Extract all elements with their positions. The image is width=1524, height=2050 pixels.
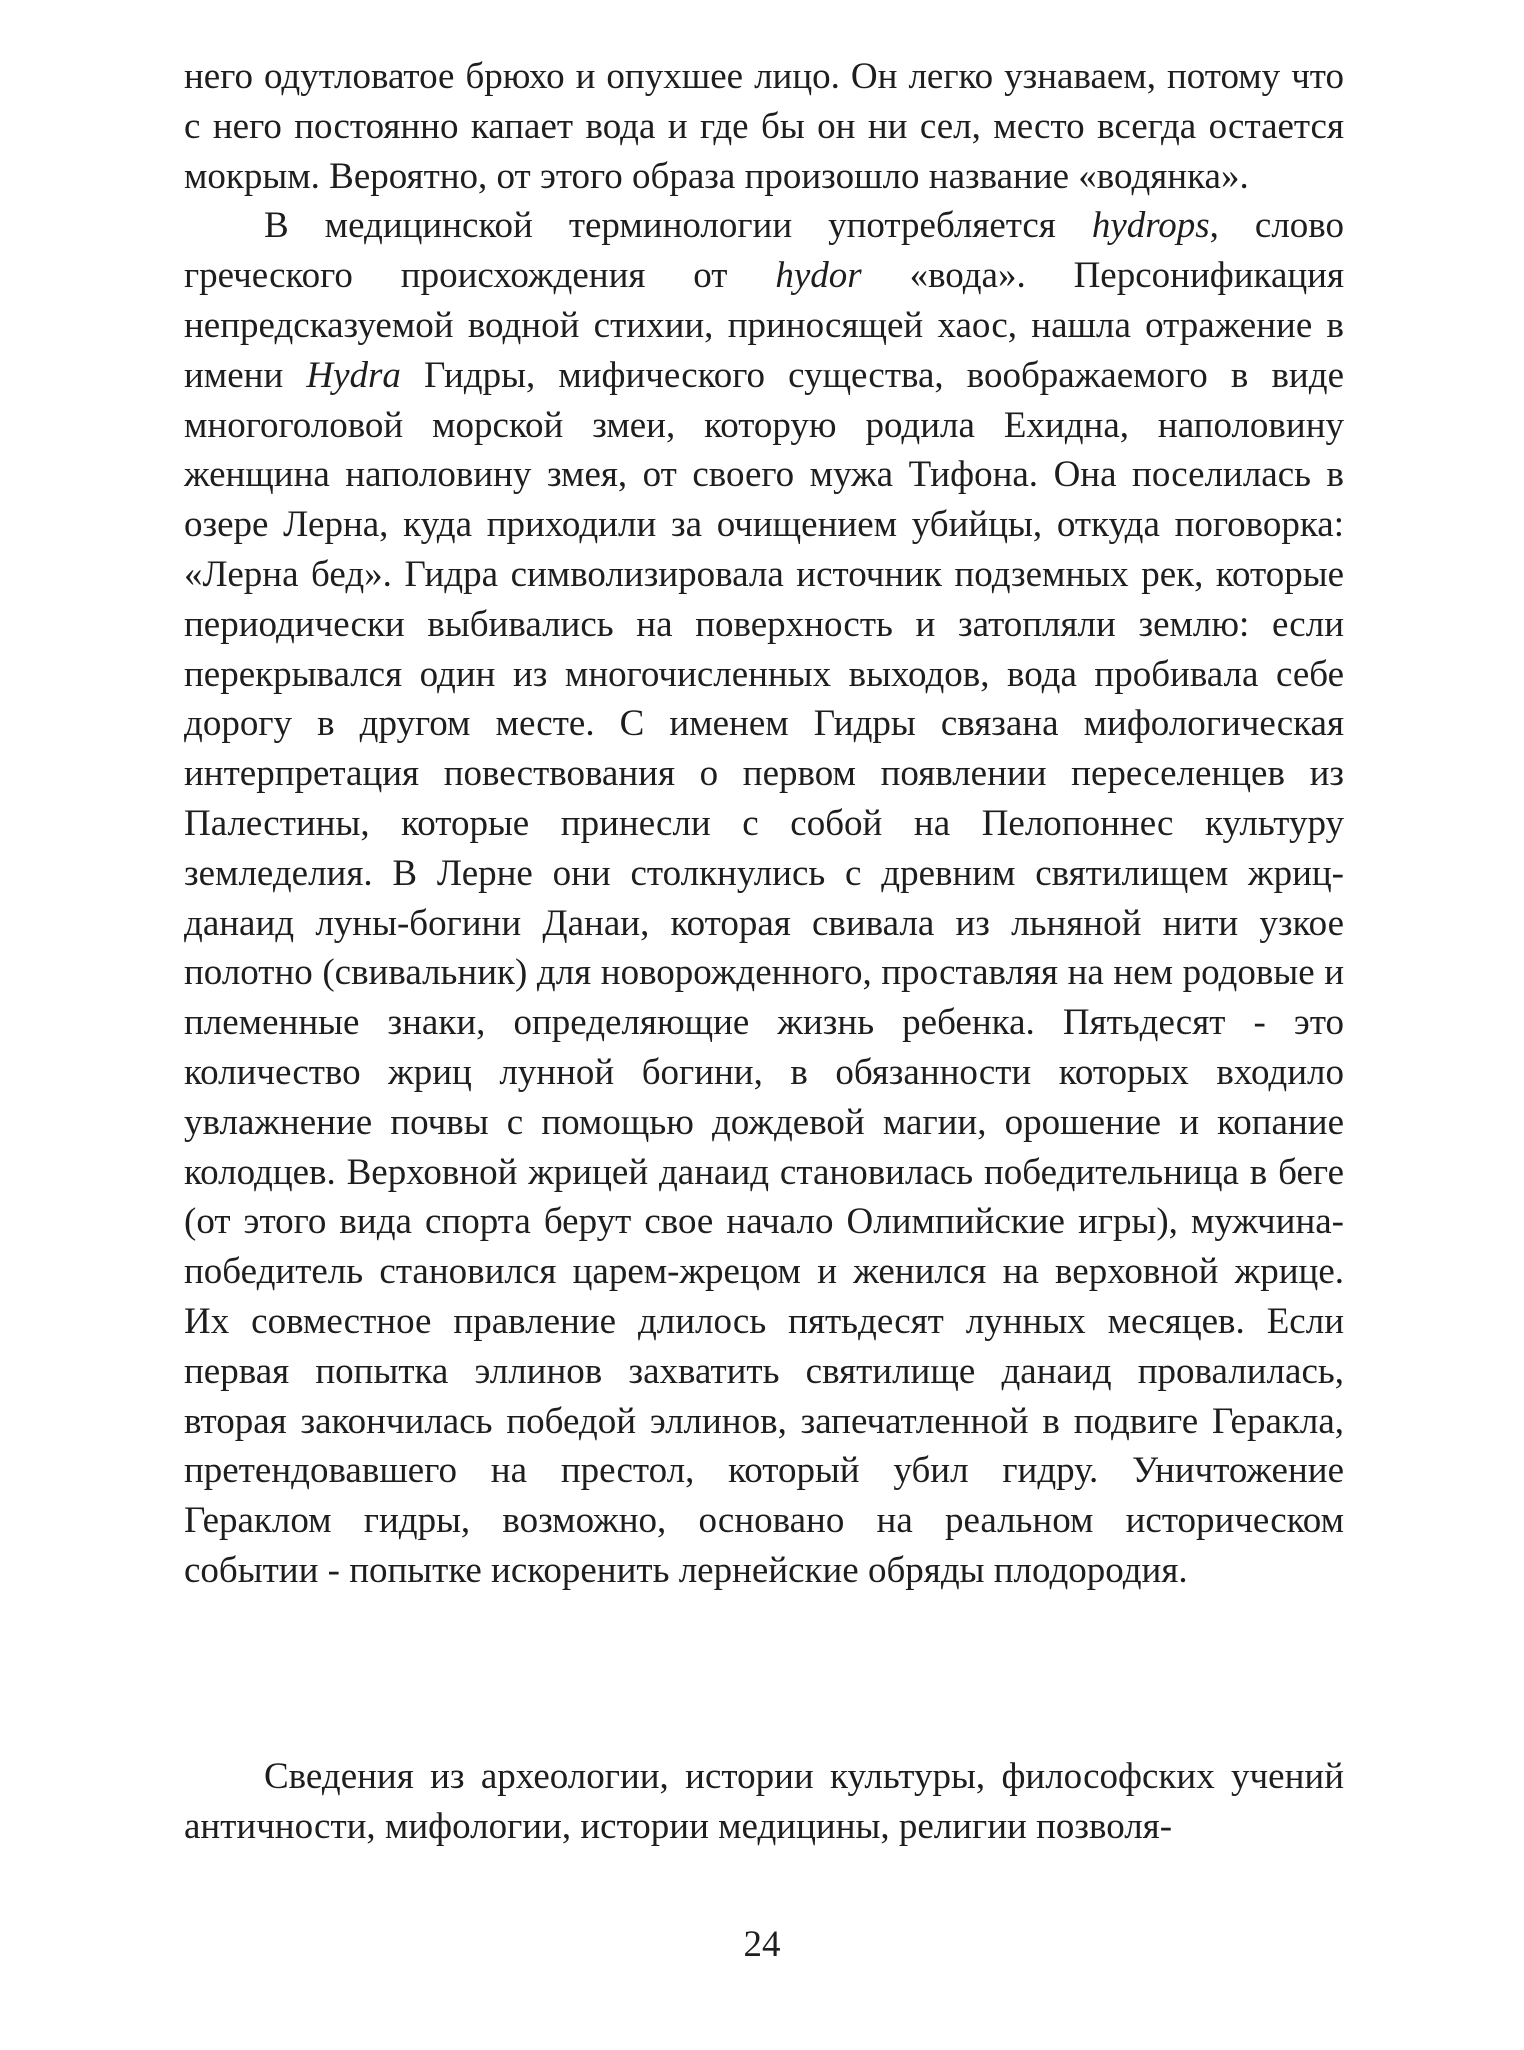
paragraph-2-text-3: «вода». Персонификация непредсказуемой водной стихии, приносящей хаос, нашла отражение в имени [184,255,1344,396]
term-hydrops: hydrops [1091,205,1210,247]
paragraph-1: него одутловатое брюхо и опухшее лицо. Он легко узнаваем, потому что с него постоянно капает вода и где бы он ни сел, место всегда остается мокрым. Вероятно, от этого образа произошло название «водянка». [184,56,1344,197]
term-hydor: hydor [775,255,862,297]
paragraph-2-text-4: Гидры, мифического существа, воображаемого в виде многоголовой морской змеи, которую родила Ехидна, наполовину женщина наполовину змея, от своего мужа Тифона. Она поселилась в озере Лерна, куда приходили за очищением убийцы, откуда поговорка: «Лерна бед». Гидра символизировала источник подземных рек, которые периодически выбивались на поверхность и затопляли землю: если перекрывался один из многочисленных выходов, вода пробивала себе дорогу в другом месте. С именем Гидры связана мифологическая интерпретация повествования о первом появлении переселенцев из Палестины, которые принесли с собой на Пелопоннес культуру земледелия. В Лерне они столкнулись с древним святилищем жриц-данаид луны-богини Данаи, которая свивала из льняной нити узкое полотно (свивальник) для новорожденного, проставляя на нем родовые и племенные знаки, определяющие жизнь ребенка. Пятьдесят - это количество жриц лунной богини, в обязанности которых входило увлажнение почвы с помощью дождевой магии, орошение и копание колодцев. Верховной жрицей данаид становилась победительница в беге (от этого вида спорта берут свое начало Олимпийские игры), мужчина-победитель становился царем-жрецом и женился на верховной жрице. Их совместное правление длилось пятьдесят лунных месяцев. Если первая попытка эллинов захватить святилище данаид провалилась, вторая закончилась победой эллинов, запечатленной в подвиге Геракла, претендовавшего на престол, который убил гидру. Уничтожение Гераклом гидры, возможно, основано на реальном историческом событии - попытке искоренить лернейские обряды плодородия. [184,354,1344,1591]
main-text [184,52,1344,1596]
paragraph-2-text-1: В медицинской терминологии употребляется [264,205,1092,247]
page-number: 24 [743,1924,781,1965]
paragraph-2 [184,201,1344,1595]
paragraph-2-text-2: , слово греческого происхождения от [184,205,1345,297]
term-hydra: Hydra [306,354,401,396]
continuation-text [184,1752,1344,1852]
paragraph-3: Сведения из археологии, истории культуры, философских учений античности, мифологии, истории медицины, религии позволя- [184,1756,1344,1847]
